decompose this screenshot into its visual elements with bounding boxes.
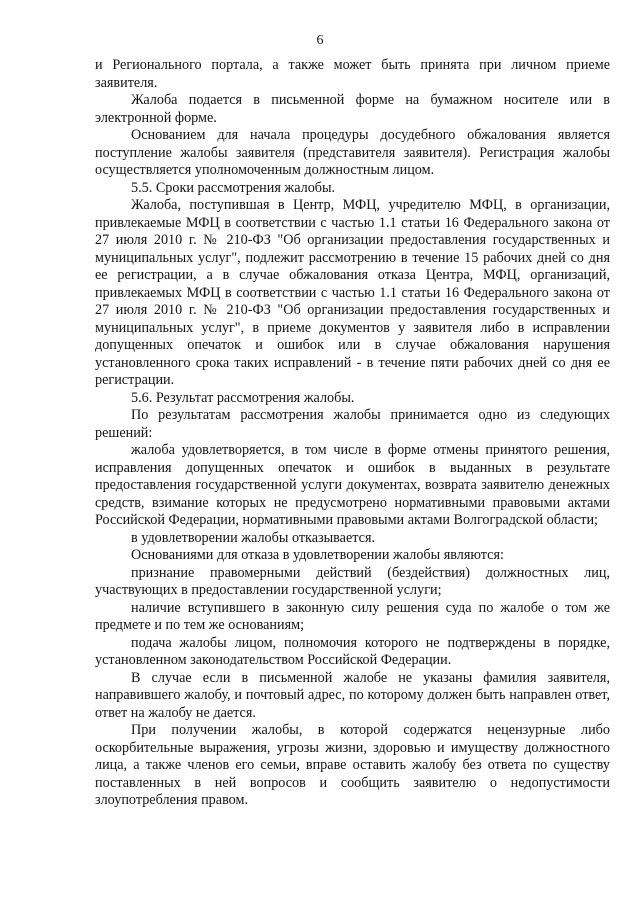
page-number: 6	[316, 33, 324, 48]
section-heading-5-6: 5.6. Результат рассмотрения жалобы.	[131, 389, 355, 406]
paragraph: Жалоба, поступившая в Центр, МФЦ, учредителю МФЦ, в организации, привлекаемые МФЦ в соответствии с частью 1.1 статьи 16 Федерального закона от 27 июля 2010 г. № 210-ФЗ "Об организации предоставления государственных и муниципальных услуг", подлежит рассмотрению в течение 15 рабочих дней со дня ее регистрации, а в случае обжалования отказа Центра, МФЦ, организаций, привлекаемых МФЦ в соответствии с частью 1.1 статьи 16 Федерального закона от 27 июля 2010 г. № 210-ФЗ "Об организации предоставления государственных и муниципальных услуг", в приеме документов у заявителя либо в исправлении допущенных опечаток и ошибок или в случае обжалования нарушения установленного срока таких исправлений - в течение пяти рабочих дней со дня ее регистрации.	[95, 197, 610, 388]
paragraph: Основанием для начала процедуры досудебного обжалования является поступление жалобы заявителя (представителя заявителя). Регистрация жалобы осуществляется уполномоченным должностным лицом.	[95, 127, 610, 178]
paragraph: В случае если в письменной жалобе не указаны фамилия заявителя, направившего жалобу, и почтовый адрес, по которому должен быть направлен ответ, ответ на жалобу не дается.	[95, 669, 610, 721]
list-item: жалоба удовлетворяется, в том числе в форме отмены принятого решения, исправления допущенных опечаток и ошибок в выданных в результате предоставления государственной услуги документах, возврата заявителю денежных средств, взимание которых не предусмотрено нормативными правовыми актами Российской Федерации, нормативными правовыми актами Волгоградской области;	[95, 442, 610, 528]
paragraph: По результатам рассмотрения жалобы принимается одно из следующих решений:	[95, 407, 610, 441]
paragraph: Основаниями для отказа в удовлетворении жалобы являются:	[131, 547, 504, 563]
paragraph: и Регионального портала, а также может быть принята при личном приеме заявителя.	[95, 57, 610, 91]
list-item: признание правомерными действий (бездействия) должностных лиц, участвующих в предоставлении государственной услуги;	[95, 564, 610, 598]
paragraph: При получении жалобы, в которой содержатся нецензурные либо оскорбительные выражения, угрозы жизни, здоровью и имуществу должностного лица, а также членов его семьи, вправе оставить жалобу без ответа по существу поставленных в ней вопросов и сообщить заявителю о недопустимости злоупотребления правом.	[95, 722, 610, 808]
list-item: в удовлетворении жалобы отказывается.	[131, 529, 376, 546]
list-item: наличие вступившего в законную силу решения суда по жалобе о том же предмете и по тем же основаниям;	[95, 599, 610, 633]
paragraph: Жалоба подается в письменной форме на бумажном носителе или в электронной форме.	[95, 92, 610, 126]
list-item: подача жалобы лицом, полномочия которого не подтверждены в порядке, установленном законодательством Российской Федерации.	[95, 634, 610, 668]
section-heading-5-5: 5.5. Сроки рассмотрения жалобы.	[131, 179, 336, 196]
document-text	[95, 57, 610, 810]
